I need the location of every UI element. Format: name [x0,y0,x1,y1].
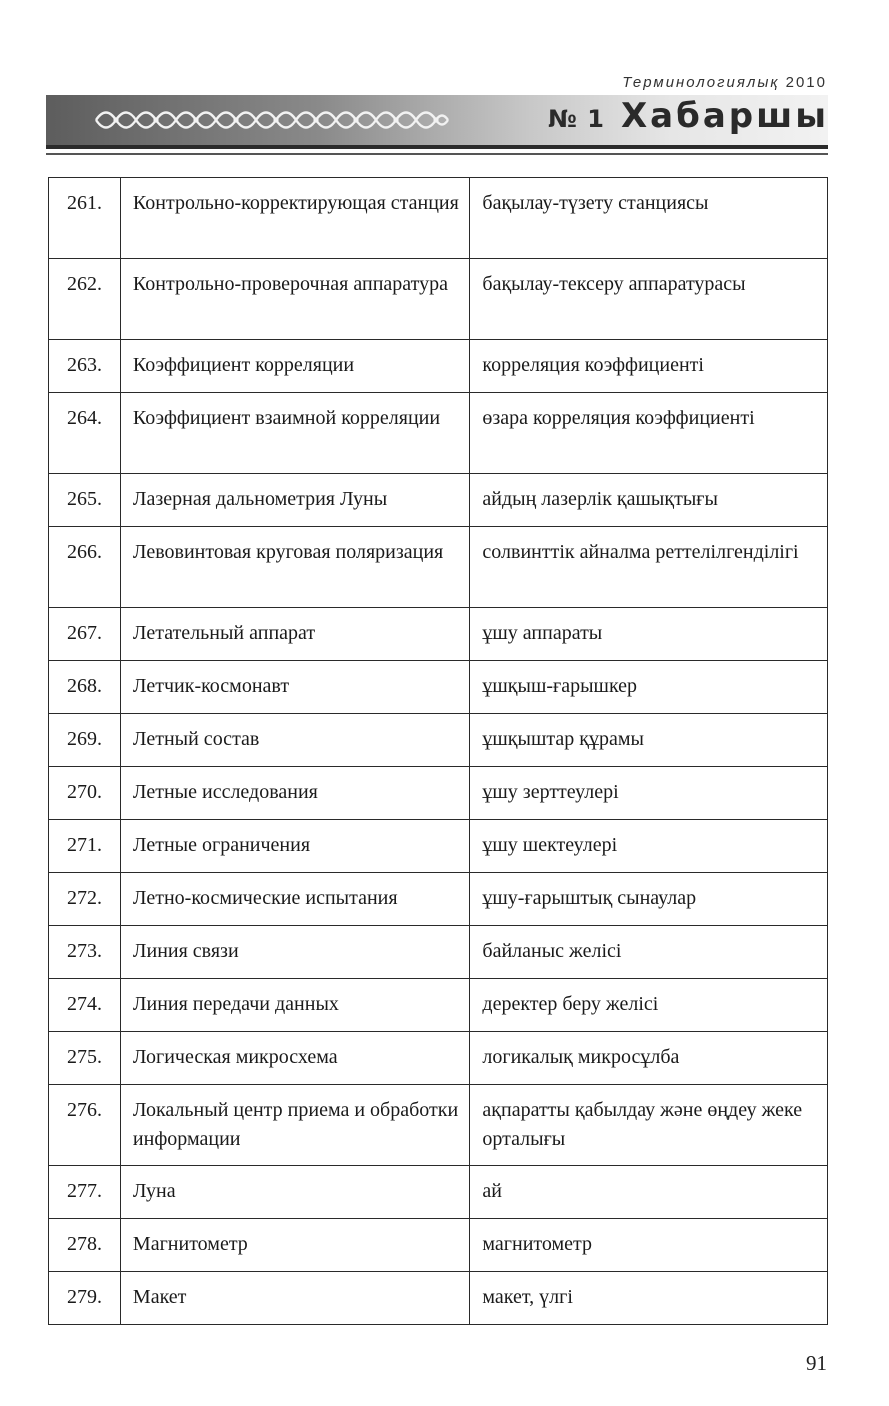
row-number: 261. [49,178,121,259]
term-kazakh: өзара корреляция коэффициенті [470,393,828,474]
term-russian: Логическая микросхема [120,1032,469,1085]
term-russian: Коэффициент взаимной корреляции [120,393,469,474]
term-russian: Макет [120,1272,469,1325]
term-russian: Луна [120,1166,469,1219]
terms-table [48,177,828,1325]
term-kazakh: бақылау-түзету станциясы [470,178,828,259]
ornament-icon [92,101,452,139]
table-row [49,1032,828,1085]
table-row [49,259,828,340]
term-russian: Магнитометр [120,1219,469,1272]
table-row [49,1166,828,1219]
term-kazakh: логикалық микросұлба [470,1032,828,1085]
term-kazakh: ұшу-ғарыштық сынаулар [470,873,828,926]
row-number: 277. [49,1166,121,1219]
term-kazakh: ай [470,1166,828,1219]
row-number: 270. [49,767,121,820]
row-number: 262. [49,259,121,340]
term-russian: Летательный аппарат [120,608,469,661]
term-kazakh: макет, үлгі [470,1272,828,1325]
term-kazakh: бақылау-тексеру аппаратурасы [470,259,828,340]
row-number: 276. [49,1085,121,1166]
row-number: 278. [49,1219,121,1272]
page-number: 91 [806,1351,827,1375]
table-row [49,873,828,926]
term-russian: Коэффициент корреляции [120,340,469,393]
term-kazakh: айдың лазерлік қашықтығы [470,474,828,527]
row-number: 264. [49,393,121,474]
term-russian: Локальный центр приема и обработки информации [120,1085,469,1166]
row-number: 272. [49,873,121,926]
row-number: 269. [49,714,121,767]
table-row [49,178,828,259]
term-russian: Летные ограничения [120,820,469,873]
term-kazakh: ақпаратты қабылдау және өңдеу жеке орталығы [470,1085,828,1166]
row-number: 279. [49,1272,121,1325]
term-russian: Летчик-космонавт [120,661,469,714]
term-kazakh: ұшқыш-ғарышкер [470,661,828,714]
term-kazakh: ұшу зерттеулері [470,767,828,820]
journal-year: 2010 [785,74,827,91]
term-russian: Летный состав [120,714,469,767]
journal-title-block [548,96,829,136]
issue-number: № 1 [548,105,605,133]
term-kazakh: магнитометр [470,1219,828,1272]
term-russian: Лазерная дальнометрия Луны [120,474,469,527]
table-row [49,1272,828,1325]
term-russian: Контрольно-корректирующая станция [120,178,469,259]
table-row [49,1085,828,1166]
table-row [49,340,828,393]
table-row [49,767,828,820]
row-number: 268. [49,661,121,714]
table-row [49,926,828,979]
row-number: 263. [49,340,121,393]
journal-header-line [622,74,827,91]
table-row [49,527,828,608]
table-row [49,608,828,661]
table-row [49,661,828,714]
term-russian: Летно-космические испытания [120,873,469,926]
table-row [49,474,828,527]
row-number: 265. [49,474,121,527]
header-rule-thin [46,153,828,155]
journal-name: Терминологиялық [622,74,780,91]
term-kazakh: солвинттік айналма реттелілгенділігі [470,527,828,608]
row-number: 267. [49,608,121,661]
table-row [49,393,828,474]
table-row [49,979,828,1032]
row-number: 273. [49,926,121,979]
row-number: 274. [49,979,121,1032]
term-kazakh: ұшқыштар құрамы [470,714,828,767]
row-number: 266. [49,527,121,608]
term-kazakh: ұшу шектеулері [470,820,828,873]
term-russian: Левовинтовая круговая поляризация [120,527,469,608]
term-kazakh: корреляция коэффициенті [470,340,828,393]
table-row [49,1219,828,1272]
term-kazakh: ұшу аппараты [470,608,828,661]
row-number: 275. [49,1032,121,1085]
term-kazakh: байланыс желісі [470,926,828,979]
header-rule [46,145,828,149]
term-russian: Линия связи [120,926,469,979]
term-russian: Летные исследования [120,767,469,820]
journal-title: Хабаршы [620,96,829,136]
table-row [49,820,828,873]
term-russian: Линия передачи данных [120,979,469,1032]
term-russian: Контрольно-проверочная аппаратура [120,259,469,340]
row-number: 271. [49,820,121,873]
table-row [49,714,828,767]
term-kazakh: деректер беру желісі [470,979,828,1032]
